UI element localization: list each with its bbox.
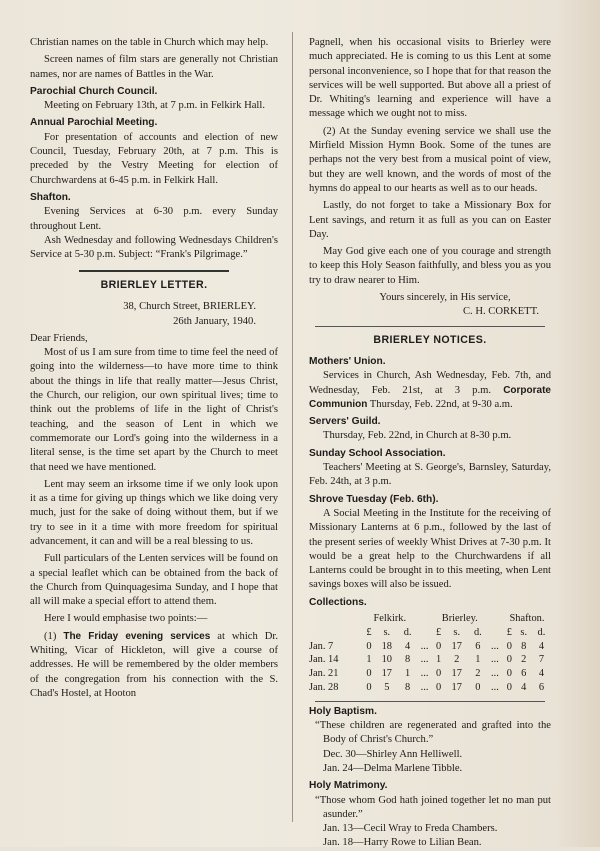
list-item: Jan. 18—Harry Rowe to Lilian Bean.	[323, 837, 482, 849]
table-row	[309, 640, 551, 654]
amount-cell: 0	[506, 640, 512, 652]
amount-cell: 6	[475, 640, 481, 652]
amount-cell: 0	[506, 668, 512, 680]
table-row	[309, 653, 551, 667]
letter-heading: BRIERLEY LETTER.	[100, 278, 208, 291]
paragraph-text: Services in Church, Ash Wednesday, Feb. 7th, and Wednesday, Feb. 21st, at 3 p.m.	[309, 370, 551, 396]
paragraph: Evening Services at 6-30 p.m. every Sunday throughout Lent.	[30, 206, 278, 232]
letter-date: 26th January, 1940.	[173, 315, 256, 327]
leader-dots: ...	[491, 640, 499, 652]
amount-cell: 8	[405, 654, 411, 666]
amount-cell: 10	[381, 654, 392, 666]
leader-dots: ...	[491, 668, 499, 680]
unit-label: £	[436, 626, 442, 638]
amount-cell: 1	[366, 654, 372, 666]
leader-dots: ...	[420, 668, 429, 680]
section-heading-sunday-school: Sunday School Association.	[309, 447, 446, 459]
leader-dots: ...	[491, 654, 499, 666]
right-column	[309, 36, 551, 851]
amount-cell: 6	[521, 668, 527, 680]
bold-phrase: The Friday evening services	[63, 630, 211, 642]
unit-label: d.	[403, 626, 412, 638]
amount-cell: 4	[405, 640, 411, 652]
divider-rule	[79, 270, 229, 272]
left-column	[30, 36, 278, 701]
paragraph	[30, 630, 278, 701]
column-header: Shafton.	[509, 612, 545, 624]
amount-cell: 6	[538, 681, 545, 693]
amount-cell: 2	[521, 654, 527, 666]
paragraph: Most of us I am sure from time to time feel the need of going into the wilderness—to have more time to think about the things in life that really matter—Jesus Christ, the Church, our religion, our own spiritual lives; time to think out the problems of life in the light of Christ's teaching, and the season of Lent in which we commemorate our Lord's going into the wilderness in a literal sense, is the time set apart by the Church to meet that need we have mentioned.	[30, 347, 278, 473]
amount-cell: 0	[436, 681, 442, 693]
paragraph: Christian names on the table in Church which may help.	[30, 37, 269, 48]
section-heading-pcc: Parochial Church Council.	[30, 85, 158, 97]
list-item: Jan. 13—Cecil Wray to Freda Chambers.	[323, 823, 498, 835]
amount-cell: 0	[366, 640, 372, 652]
paragraph: A Social Meeting in the Institute for the receiving of Missionary Lanterns at 6 p.m., followed by the last of the present series of weekly Whist Drives at 7-30 p.m. It would be a great help to the Churchwardens if all Lanterns could be brought in to this meeting, when Lent savings boxes will also be issued.	[309, 507, 551, 591]
amount-cell: 17	[451, 681, 462, 693]
table-row	[309, 681, 551, 695]
amount-cell: 1	[436, 654, 442, 666]
section-heading-baptism: Holy Baptism.	[309, 705, 377, 717]
amount-cell: 17	[451, 668, 462, 680]
amount-cell: 0	[506, 654, 512, 666]
paragraph: Thursday, Feb. 22nd, in Church at 8-30 p.m.	[323, 430, 512, 442]
unit-label: £	[506, 626, 512, 638]
section-heading-apm: Annual Parochial Meeting.	[30, 117, 158, 129]
unit-label: s.	[383, 626, 391, 638]
amount-cell: 0	[366, 668, 372, 680]
leader-dots: ...	[420, 654, 429, 666]
amount-cell: 8	[405, 681, 411, 693]
section-heading-shrove-tuesday: Shrove Tuesday (Feb. 6th).	[309, 493, 439, 505]
amount-cell: 0	[475, 681, 481, 693]
amount-cell: 7	[538, 654, 545, 666]
amount-cell: 4	[538, 668, 545, 680]
notices-heading: BRIERLEY NOTICES.	[373, 333, 487, 346]
row-date: Jan. 21	[309, 668, 339, 680]
point-number: (1)	[44, 630, 57, 642]
amount-cell: 8	[521, 640, 527, 652]
row-date: Jan. 28	[309, 681, 339, 693]
column-header: Brierley.	[441, 612, 478, 624]
paragraph: Meeting on February 13th, at 7 p.m. in Felkirk Hall.	[44, 100, 265, 112]
amount-cell: 18	[381, 640, 392, 652]
paragraph-text: Thursday, Feb. 22nd, at 9-30 a.m.	[369, 398, 513, 410]
unit-label: d.	[473, 626, 482, 638]
row-date: Jan. 14	[309, 654, 339, 666]
column-divider	[292, 32, 293, 822]
amount-cell: 17	[381, 668, 392, 680]
list-item: Jan. 24—Delma Marlene Tibble.	[323, 762, 463, 774]
amount-cell: 0	[366, 681, 372, 693]
row-date: Jan. 7	[309, 640, 334, 652]
paragraph: Here I would emphasise two points:—	[44, 613, 208, 625]
amount-cell: 0	[506, 681, 512, 693]
leader-dots: ...	[420, 640, 429, 652]
paragraph: May God give each one of you courage and strength to keep this Holy Season faithfully, and bless you as you try to draw nearer to Him.	[309, 246, 551, 286]
collections-body	[309, 640, 551, 695]
paragraph	[309, 369, 551, 412]
amount-cell: 0	[436, 640, 442, 652]
section-heading-collections: Collections.	[309, 596, 367, 608]
column-header: Felkirk.	[373, 612, 407, 624]
unit-label: d.	[537, 626, 546, 638]
paragraph: (2) At the Sunday evening service we shall use the Mirfield Mission Hymn Book. Some of the tunes are perhaps not the very best from a musical point of view, but they are well known, and the words of most of the hymns do appeal to our hearts as well as to our heads.	[309, 125, 551, 194]
paragraph: Lent may seem an irksome time if we only look upon it as a time for giving up things which we like doing very much, just for the sake of doing without them, but if we try to see in it a time with more freedom for spiritual advancement, it can and will be a real blessing to us.	[30, 478, 278, 547]
table-units-row	[309, 626, 551, 640]
letter-address: 38, Church Street, BRIERLEY.	[123, 301, 256, 313]
amount-cell: 2	[454, 654, 460, 666]
leader-dots: ...	[420, 681, 429, 693]
section-heading-matrimony: Holy Matrimony.	[309, 780, 388, 792]
salutation: Dear Friends,	[30, 332, 88, 344]
paragraph-text: at which Dr. Whiting, Vicar of Hickleton, will give a course of addresses. He will be remembered by the older members of the congregation from his connection with the S. Chad's Hostel, at Hooton	[30, 630, 278, 699]
signature: C. H. CORKETT.	[462, 306, 539, 318]
divider-rule	[315, 701, 545, 702]
divider-rule	[315, 326, 545, 327]
quotation: “Those whom God hath joined together let no man put asunder.”	[315, 794, 551, 820]
unit-label: £	[366, 626, 372, 638]
amount-cell: 4	[521, 681, 527, 693]
amount-cell: 1	[405, 668, 411, 680]
bold-phrase: Corporate Communion	[309, 384, 551, 410]
amount-cell: 4	[538, 640, 545, 652]
amount-cell: 2	[475, 668, 481, 680]
closing: Yours sincerely, in His service,	[379, 292, 511, 304]
amount-cell: 17	[451, 640, 462, 652]
paragraph: Lastly, do not forget to take a Missionary Box for Lent savings, and return it as full as you can on Easter Day.	[309, 200, 551, 240]
paragraph: Screen names of film stars are generally not Christian names, nor are names of Battles in the War.	[30, 54, 278, 80]
section-heading-servers-guild: Servers' Guild.	[309, 416, 381, 428]
section-heading-shafton: Shafton.	[30, 191, 71, 203]
quotation: “These children are regenerated and grafted into the Body of Christ's Church.”	[315, 720, 551, 746]
unit-label: s.	[520, 626, 528, 638]
collections-table	[309, 612, 551, 695]
amount-cell: 0	[436, 668, 442, 680]
amount-cell: 1	[475, 654, 481, 666]
paragraph: Ash Wednesday and following Wednesdays Children's Service at 5-30 p.m. Subject: “Frank's Pilgrimage.”	[30, 234, 278, 261]
table-row	[309, 667, 551, 681]
unit-label: s.	[453, 626, 461, 638]
amount-cell: 5	[384, 681, 390, 693]
list-item: Dec. 30—Shirley Ann Helliwell.	[323, 748, 463, 760]
paper-stain	[556, 0, 600, 847]
table-header-row	[309, 612, 551, 626]
paragraph: For presentation of accounts and election of new Council, Tuesday, February 20th, at 7 p.m. This is preceded by the Vestry Meeting for election of Churchwardens at 6-45 p.m. in Felkirk Hall.	[30, 131, 278, 186]
paragraph: Full particulars of the Lenten services will be found on a special leaflet which can be obtained from the back of the Church from Quinquagesima Sunday, and I hope that all will make a special effort to attend them.	[30, 553, 278, 608]
paragraph: Pagnell, when his occasional visits to Brierley were much appreciated. He is coming to us this Lent at some personal inconvenience, so I hope that for that reason the services will be well supported. But above all a priest of Dr. Whiting's learning and experience will have a message which we ought not to miss.	[309, 37, 551, 120]
leader-dots: ...	[491, 681, 499, 693]
paragraph: Teachers' Meeting at S. George's, Barnsley, Saturday, Feb. 24th, at 3 p.m.	[309, 462, 551, 488]
section-heading-mothers-union: Mothers' Union.	[309, 355, 386, 367]
